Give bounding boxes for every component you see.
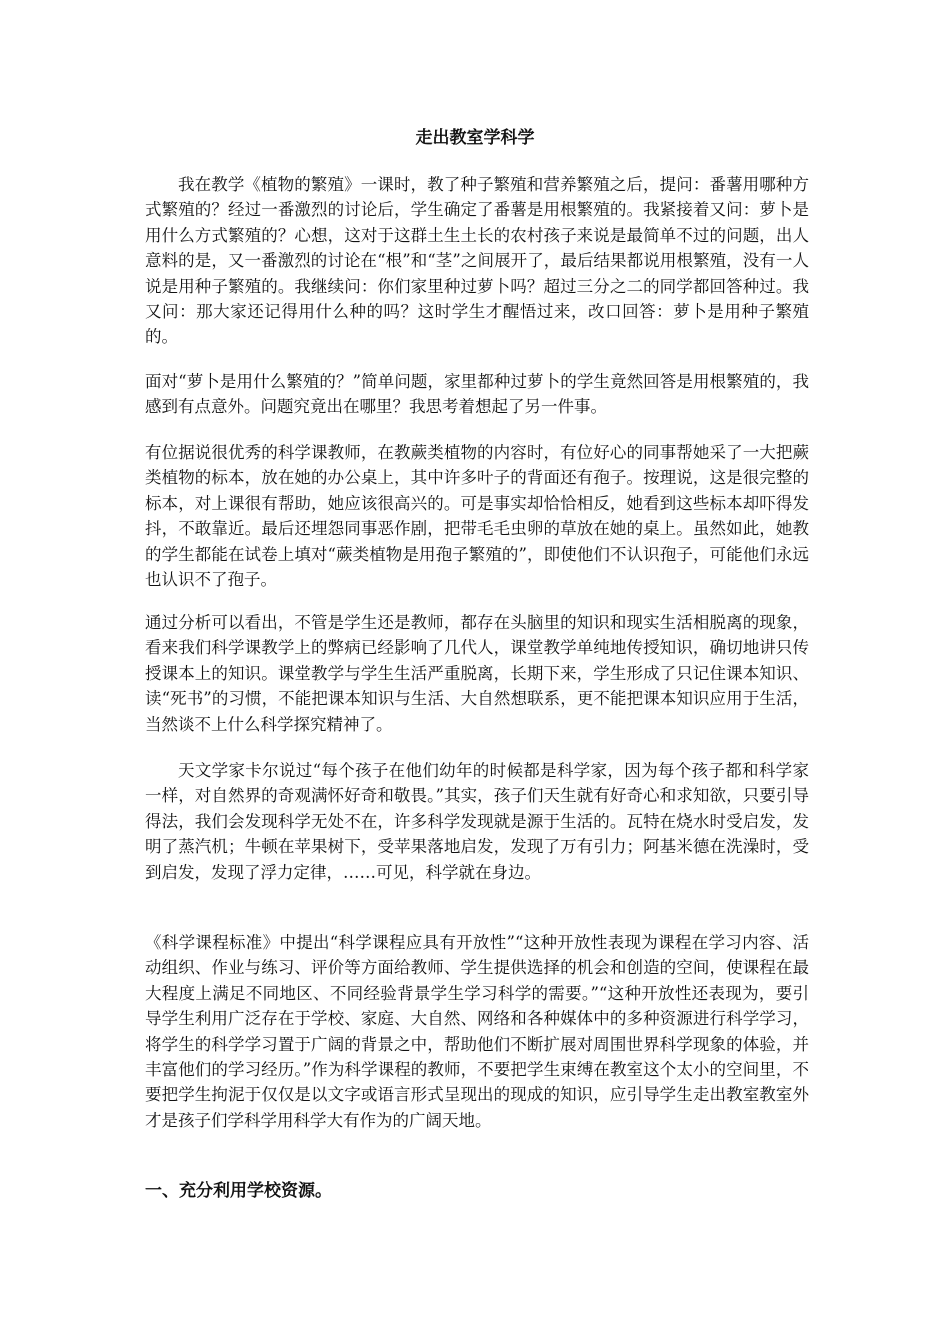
paragraph-6: 《科学课程标准》中提出“科学课程应具有开放性”“这种开放性表现为课程在学习内容、活动组织、作业与练习、评价等方面给教师、学生提供选择的机会和创造的空间，使课程在最大程度上满足不同地区、不同经验背景学生学习科学的需要。”“这种开放性还表现为，要引导学生利用广泛存在于学校、家庭、大自然、网络和各种媒体中的多种资源进行科学学习，将学生的科学学习置于广阔的背景之中，帮助他们不断扩展对周围世界科学现象的体验，并丰富他们的学习经历。”作为科学课程的教师，不要把学生束缚在教室这个太小的空间里，不要把学生拘泥于仅仅是以文字或语言形式呈现出的现成的知识，应引导学生走出教室教室外才是孩子们学科学用科学大有作为的广阔天地。 [145, 933, 809, 1130]
document-title: 走出教室学科学 [415, 128, 535, 148]
paragraph-1: 我在教学《植物的繁殖》一课时，教了种子繁殖和营养繁殖之后，提问：番薯用哪种方式繁殖的？经过一番激烈的讨论后，学生确定了番薯是用根繁殖的。我紧接着又问：萝卜是用什么方式繁殖的？心想，这对于这群土生土长的农村孩子来说是最简单不过的问题，出人意料的是，又一番激烈的讨论在“根”和“茎”之间展开了，最后结果都说用根繁殖，没有一人说是用种子繁殖的。我继续问：你们家里种过萝卜吗？超过三分之二的同学都回答种过。我又问：那大家还记得用什么种的吗？这时学生才醒悟过来，改口回答：萝卜是用种子繁殖的。 [145, 175, 809, 347]
paragraph-4: 通过分析可以看出，不管是学生还是教师，都存在头脑里的知识和现实生活相脱离的现象，看来我们科学课教学上的弊病已经影响了几代人，课堂教学单纯地传授知识，确切地讲只传授课本上的知识。课堂教学与学生生活严重脱离，长期下来，学生形成了只记住课本知识、读“死书”的习惯，不能把课本知识与生活、大自然想联系，更不能把课本知识应用于生活，当然谈不上什么科学探究精神了。 [145, 613, 809, 734]
paragraph-5: 天文学家卡尔说过“每个孩子在他们幼年的时候都是科学家，因为每个孩子都和科学家一样，对自然界的奇观满怀好奇和敬畏。”其实，孩子们天生就有好奇心和求知欲，只要引导得法，我们会发现科学无处不在，许多科学发现就是源于生活的。瓦特在烧水时受启发，发明了蒸汽机；牛顿在苹果树下，受苹果落地启发，发现了万有引力；阿基米德在洗澡时，受到启发，发现了浮力定律，……可见，科学就在身边。 [145, 761, 809, 882]
paragraph-3: 有位据说很优秀的科学课教师，在教蕨类植物的内容时，有位好心的同事帮她采了一大把蕨类植物的标本，放在她的办公桌上，其中许多叶子的背面还有孢子。按理说，这是很完整的标本，对上课很有帮助，她应该很高兴的。可是事实却恰恰相反，她看到这些标本却吓得发抖，不敢靠近。最后还埋怨同事恶作剧，把带毛毛虫卵的草放在她的桌上。虽然如此，她教的学生都能在试卷上填对“蕨类植物是用孢子繁殖的”，即使他们不认识孢子，可能他们永远也认识不了孢子。 [145, 443, 809, 590]
paragraph-2: 面对“萝卜是用什么繁殖的？”简单问题，家里都种过萝卜的学生竟然回答是用根繁殖的，我感到有点意外。问题究竟出在哪里？我思考着想起了另一件事。 [145, 372, 809, 417]
section-heading: 一、充分利用学校资源。 [145, 1181, 332, 1201]
